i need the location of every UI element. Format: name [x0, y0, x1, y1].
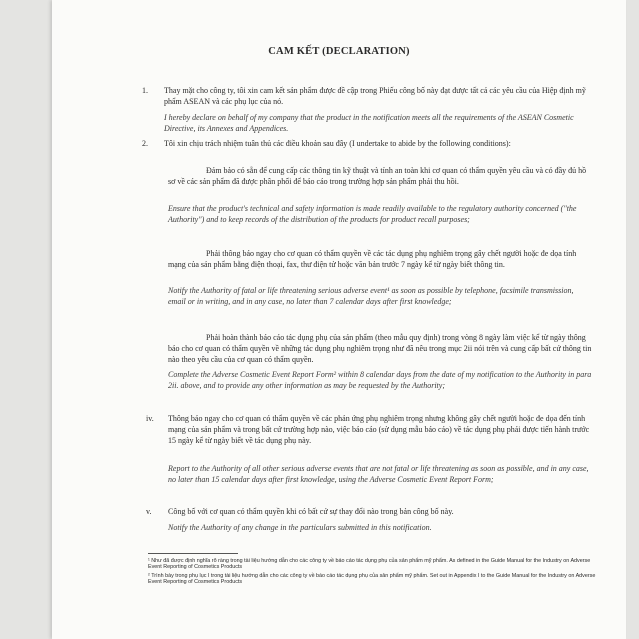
item-iv-en: Report to the Authority of all other serious adverse events that are not fatal or life threatening as soon as possible, and in any case, no later than 15 calendar days after first knowledge, using the Adverse Cosmetic Event Report Form; [168, 464, 589, 485]
footnote-1: ¹ Như đã được định nghĩa rõ ràng trong tài liệu hướng dẫn cho các công ty về báo cáo tác dụng phụ của sản phẩm mỹ phẩm. As defined in the Guide Manual for the Industry on Adverse Event Reporting of Cosmetics Products [148, 558, 591, 571]
item-1-vi: Thay mặt cho công ty, tôi xin cam kết sản phẩm được đề cập trong Phiếu công bố này đạt được tất cả các yêu cầu của Hiệp định mỹ phẩm ASEAN và các phụ lục của nó. [164, 86, 586, 107]
item-ii-en: Notify the Authority of fatal or life threatening serious adverse event¹ as soon as possible by telephone, facsimile transmission, email or in writing, and in any case, no later than 7 calendar days after first knowledge; [168, 286, 574, 307]
item-1 [142, 85, 594, 107]
item-v [146, 506, 592, 517]
item-v-en: Notify the Authority of any change in the particulars submitted in this notification. [168, 523, 432, 532]
footnote-separator [148, 553, 238, 554]
item-ii-vi: Phải thông báo ngay cho cơ quan có thẩm quyền về các tác dụng phụ nghiêm trọng gây chết người hoặc đe dọa tính mạng của sản phẩm bằng điện thoại, fax, thư điện tử hoặc văn bản trước 7 ngày kể từ ngày biết thông tin. [168, 249, 577, 270]
item-2-marker: 2. [142, 139, 148, 148]
item-iv-marker: iv. [146, 414, 154, 423]
item-iii-en: Complete the Adverse Cosmetic Event Report Form² within 8 calendar days from the date of my notification to the Authority in para 2ii. above, and to provide any other information as may be requested by the Authority; [168, 370, 592, 391]
item-iii-vi: Phải hoàn thành báo cáo tác dụng phụ của sản phẩm (theo mẫu quy định) trong vòng 8 ngày làm việc kể từ ngày thông báo cho cơ quan có thẩm quyền về những tác dụng phụ nghiêm trọng như đã nêu trong mục 2ii nói trên và cung cấp bất cứ thông tin nào theo yêu cầu của cơ quan có thẩm quyền. [168, 333, 592, 365]
footnote-2: ² Trình bày trong phụ lục I trong tài liệu hướng dẫn cho các công ty về báo cáo tác dụng phụ của sản phẩm mỹ phẩm. Set out in Appendix I to the Guide Manual for the Industry on Adverse Event Reporting of Cosmetics Products [148, 573, 596, 586]
item-v-marker: v. [146, 507, 152, 516]
item-1-marker: 1. [142, 86, 148, 95]
item-i-vi: Đảm bảo có sẵn để cung cấp các thông tin kỹ thuật và tính an toàn khi cơ quan có thẩm quyền yêu cầu và có đầy đủ hồ sơ về các sản phẩm đã được phân phối để báo cáo trong trường hợp sản phẩm phải thu hồi. [168, 166, 587, 187]
item-iv [146, 413, 592, 447]
item-iv-vi: Thông báo ngay cho cơ quan có thẩm quyền về các phản ứng phụ nghiêm trọng nhưng không gây chết người hoặc đe dọa đến tính mạng của sản phẩm và trong bất cứ trường hợp nào, việc báo cáo (sử dụng mẫu báo cáo) về tác dụng phụ phải được tiến hành trước 15 ngày kể từ ngày biết về tác dụng phụ này. [168, 414, 590, 446]
item-1-en: I hereby declare on behalf of my company that the product in the notification meets all the requirements of the ASEAN Cosmetic Directive, its Annexes and Appendices. [164, 113, 574, 134]
item-2-vi: Tôi xin chịu trách nhiệm tuân thủ các điều khoản sau đây (I undertake to abide by the following conditions): [164, 139, 511, 148]
item-i-en: Ensure that the product's technical and safety information is made readily available to the regulatory authority concerned ("the Authority") and to keep records of the distribution of the products for product recall purposes; [168, 204, 577, 225]
page-title: CAM KẾT (DECLARATION) [268, 46, 410, 57]
document-page [52, 0, 626, 639]
item-2 [142, 138, 594, 149]
item-v-vi: Công bố với cơ quan có thẩm quyền khi có bất cứ sự thay đổi nào trong bản công bố này. [168, 507, 454, 516]
